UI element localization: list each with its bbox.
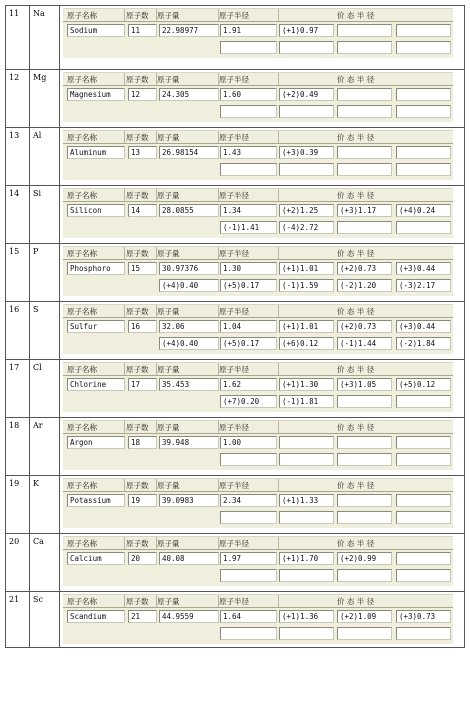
valence-radius-field[interactable] (279, 569, 334, 582)
element-row (6, 592, 465, 648)
valence-radius-field[interactable]: (-1)1.44 (337, 337, 392, 350)
row-number: 20 (6, 534, 30, 592)
valence-radius-field[interactable]: (+2)1.09 (337, 610, 392, 623)
valence-column-header: 价 态 半 径 (337, 191, 375, 200)
mass-column-header: 原子量 (157, 307, 180, 316)
atomic-number-field[interactable]: 17 (128, 378, 157, 391)
valence-radius-field[interactable]: (+5)0.17 (220, 337, 277, 350)
secondary-row (63, 39, 453, 56)
valence-radius-field[interactable]: (+1)1.70 (279, 552, 334, 565)
radius-column-header: 原子半径 (219, 249, 249, 258)
element-form (63, 362, 453, 412)
valence-radius-field[interactable] (337, 105, 392, 118)
valence-radius-field[interactable]: (-1)1.59 (279, 279, 334, 292)
element-row (6, 302, 465, 360)
name-column-header: 原子名称 (67, 75, 97, 84)
element-panel (60, 302, 465, 360)
name-column-header: 原子名称 (67, 597, 97, 606)
valence-radius-field[interactable] (396, 511, 451, 524)
secondary-row (63, 219, 453, 236)
secondary-row (63, 161, 453, 178)
element-row (6, 476, 465, 534)
element-row (6, 418, 465, 476)
valence-radius-field[interactable] (396, 88, 451, 101)
number-column-header: 原子数 (126, 191, 149, 200)
element-panel (60, 128, 465, 186)
number-column-header: 原子数 (126, 423, 149, 432)
mass-column-header: 原子量 (157, 11, 180, 20)
atomic-number-field[interactable]: 20 (128, 552, 157, 565)
valence-radius-field[interactable]: (-3)2.17 (396, 279, 451, 292)
valence-radius-field[interactable]: (+7)0.20 (220, 395, 277, 408)
panel-header (63, 537, 453, 550)
valence-radius-field[interactable]: (+3)0.44 (396, 320, 451, 333)
row-number: 14 (6, 186, 30, 244)
valence-radius-field[interactable]: (+2)0.73 (337, 262, 392, 275)
valence-radius-field[interactable] (396, 453, 451, 466)
number-column-header: 原子数 (126, 365, 149, 374)
name-column-header: 原子名称 (67, 365, 97, 374)
number-column-header: 原子数 (126, 481, 149, 490)
element-symbol: K (30, 476, 60, 534)
element-panel (60, 592, 465, 648)
atomic-radius-field[interactable]: 2.34 (220, 494, 277, 507)
element-form (63, 188, 453, 238)
mass-column-header: 原子量 (157, 539, 180, 548)
atomic-mass-field[interactable]: 35.453 (159, 378, 219, 391)
valence-radius-field[interactable] (396, 24, 451, 37)
primary-row (63, 492, 453, 509)
panel-header (63, 189, 453, 202)
name-column-header: 原子名称 (67, 249, 97, 258)
valence-radius-field[interactable] (396, 395, 451, 408)
number-column-header: 原子数 (126, 75, 149, 84)
atomic-radius-field[interactable]: 1.00 (220, 436, 277, 449)
atomic-radius-field[interactable]: 1.62 (220, 378, 277, 391)
name-column-header: 原子名称 (67, 133, 97, 142)
atomic-number-field[interactable]: 14 (128, 204, 157, 217)
panel-header (63, 247, 453, 260)
valence-radius-field[interactable] (337, 146, 392, 159)
valence-radius-field[interactable] (396, 41, 451, 54)
element-symbol: Ar (30, 418, 60, 476)
row-number: 13 (6, 128, 30, 186)
name-column-header: 原子名称 (67, 11, 97, 20)
element-panel (60, 244, 465, 302)
valence-radius-field[interactable]: (+3)1.05 (337, 378, 392, 391)
atomic-number-field[interactable]: 15 (128, 262, 157, 275)
valence-radius-field[interactable]: (+4)0.40 (159, 337, 219, 350)
valence-radius-field[interactable] (279, 436, 334, 449)
name-column-header: 原子名称 (67, 539, 97, 548)
row-number: 12 (6, 70, 30, 128)
name-column-header: 原子名称 (67, 481, 97, 490)
valence-radius-field[interactable]: (+3)0.39 (279, 146, 334, 159)
atomic-number-field[interactable]: 19 (128, 494, 157, 507)
atomic-mass-field[interactable]: 39.948 (159, 436, 219, 449)
radius-column-header: 原子半径 (219, 75, 249, 84)
element-symbol: P (30, 244, 60, 302)
radius-column-header: 原子半径 (219, 597, 249, 606)
atomic-mass-field[interactable]: 40.08 (159, 552, 219, 565)
atomic-radius-field[interactable]: 1.34 (220, 204, 277, 217)
valence-radius-field[interactable] (220, 41, 277, 54)
valence-radius-field[interactable] (337, 41, 392, 54)
element-panel (60, 186, 465, 244)
mass-column-header: 原子量 (157, 597, 180, 606)
element-form (63, 478, 453, 528)
number-column-header: 原子数 (126, 11, 149, 20)
valence-radius-field[interactable]: (+1)0.97 (279, 24, 334, 37)
atomic-mass-field[interactable]: 26.98154 (159, 146, 219, 159)
row-number: 17 (6, 360, 30, 418)
atomic-mass-field[interactable]: 24.305 (159, 88, 219, 101)
element-symbol: S (30, 302, 60, 360)
valence-radius-field[interactable] (337, 395, 392, 408)
valence-radius-field[interactable]: (+3)0.73 (396, 610, 451, 623)
valence-column-header: 价 态 半 径 (337, 133, 375, 142)
element-row (6, 128, 465, 186)
element-panel (60, 476, 465, 534)
secondary-row (63, 335, 453, 352)
valence-radius-field[interactable] (337, 511, 392, 524)
valence-radius-field[interactable] (396, 146, 451, 159)
element-form (63, 536, 453, 586)
element-row (6, 186, 465, 244)
valence-radius-field[interactable]: (+2)0.73 (337, 320, 392, 333)
name-column-header: 原子名称 (67, 423, 97, 432)
element-symbol: Na (30, 6, 60, 70)
name-column-header: 原子名称 (67, 191, 97, 200)
name-field[interactable]: Aluminum (67, 146, 125, 159)
valence-radius-field[interactable] (279, 453, 334, 466)
radius-column-header: 原子半径 (219, 307, 249, 316)
valence-radius-field[interactable] (220, 511, 277, 524)
valence-column-header: 价 态 半 径 (337, 365, 375, 374)
row-number: 16 (6, 302, 30, 360)
primary-row (63, 318, 453, 335)
panel-header (63, 421, 453, 434)
valence-radius-field[interactable] (337, 627, 392, 640)
atomic-number-field[interactable]: 21 (128, 610, 157, 623)
element-symbol: Al (30, 128, 60, 186)
element-form (63, 246, 453, 296)
row-number: 19 (6, 476, 30, 534)
atomic-radius-field[interactable]: 1.04 (220, 320, 277, 333)
valence-radius-field[interactable] (396, 627, 451, 640)
name-field[interactable]: Potassium (67, 494, 125, 507)
valence-radius-field[interactable] (279, 41, 334, 54)
name-field[interactable]: Calcium (67, 552, 125, 565)
radius-column-header: 原子半径 (219, 539, 249, 548)
number-column-header: 原子数 (126, 539, 149, 548)
element-row (6, 534, 465, 592)
element-panel (60, 360, 465, 418)
primary-row (63, 144, 453, 161)
element-symbol: Cl (30, 360, 60, 418)
element-symbol: Si (30, 186, 60, 244)
valence-radius-field[interactable] (337, 569, 392, 582)
name-field[interactable]: Sulfur (67, 320, 125, 333)
valence-column-header: 价 态 半 径 (337, 307, 375, 316)
valence-radius-field[interactable]: (+2)0.49 (279, 88, 334, 101)
valence-radius-field[interactable]: (+1)1.30 (279, 378, 334, 391)
primary-row (63, 376, 453, 393)
valence-radius-field[interactable] (220, 627, 277, 640)
element-form (63, 594, 453, 644)
valence-column-header: 价 态 半 径 (337, 423, 375, 432)
valence-radius-field[interactable] (396, 494, 451, 507)
element-symbol: Ca (30, 534, 60, 592)
mass-column-header: 原子量 (157, 365, 180, 374)
primary-row (63, 608, 453, 625)
atomic-mass-field[interactable]: 44.9559 (159, 610, 219, 623)
valence-radius-field[interactable] (396, 221, 451, 234)
number-column-header: 原子数 (126, 249, 149, 258)
valence-radius-field[interactable]: (+4)0.24 (396, 204, 451, 217)
element-row (6, 70, 465, 128)
mass-column-header: 原子量 (157, 423, 180, 432)
panel-header (63, 363, 453, 376)
atomic-number-field[interactable]: 18 (128, 436, 157, 449)
secondary-row (63, 625, 453, 642)
element-row (6, 6, 465, 70)
valence-radius-field[interactable] (220, 569, 277, 582)
valence-radius-field[interactable]: (+1)1.36 (279, 610, 334, 623)
panel-header (63, 595, 453, 608)
number-column-header: 原子数 (126, 597, 149, 606)
primary-row (63, 434, 453, 451)
mass-column-header: 原子量 (157, 249, 180, 258)
atomic-mass-field[interactable]: 28.0855 (159, 204, 219, 217)
element-form (63, 304, 453, 354)
valence-radius-field[interactable]: (+5)0.12 (396, 378, 451, 391)
radius-column-header: 原子半径 (219, 133, 249, 142)
atomic-radius-field[interactable]: 1.97 (220, 552, 277, 565)
atomic-number-field[interactable]: 13 (128, 146, 157, 159)
valence-column-header: 价 态 半 径 (337, 481, 375, 490)
valence-radius-field[interactable] (396, 436, 451, 449)
row-number: 21 (6, 592, 30, 648)
name-field[interactable]: Chlorine (67, 378, 125, 391)
atomic-mass-field[interactable]: 30.97376 (159, 262, 219, 275)
atomic-mass-field[interactable]: 32.06 (159, 320, 219, 333)
radius-column-header: 原子半径 (219, 11, 249, 20)
valence-radius-field[interactable]: (-4)2.72 (279, 221, 334, 234)
atomic-radius-field[interactable]: 1.60 (220, 88, 277, 101)
atomic-number-field[interactable]: 16 (128, 320, 157, 333)
primary-row (63, 260, 453, 277)
valence-column-header: 价 态 半 径 (337, 11, 375, 20)
primary-row (63, 22, 453, 39)
element-form (63, 72, 453, 122)
atomic-radius-field[interactable]: 1.43 (220, 146, 277, 159)
radius-column-header: 原子半径 (219, 423, 249, 432)
atomic-radius-field[interactable]: 1.64 (220, 610, 277, 623)
valence-radius-field[interactable] (396, 552, 451, 565)
element-symbol: Mg (30, 70, 60, 128)
element-panel (60, 6, 465, 70)
valence-radius-field[interactable]: (-1)1.81 (279, 395, 334, 408)
name-field[interactable]: Silicon (67, 204, 125, 217)
primary-row (63, 86, 453, 103)
element-row (6, 360, 465, 418)
valence-radius-field[interactable] (337, 24, 392, 37)
valence-radius-field[interactable] (337, 221, 392, 234)
atomic-radius-field[interactable]: 1.91 (220, 24, 277, 37)
valence-radius-field[interactable] (396, 163, 451, 176)
element-form (63, 8, 453, 58)
valence-radius-field[interactable]: (-2)1.84 (396, 337, 451, 350)
valence-radius-field[interactable] (279, 163, 334, 176)
name-field[interactable]: Scandium (67, 610, 125, 623)
valence-radius-field[interactable]: (+2)1.25 (279, 204, 334, 217)
name-field[interactable]: Magnesium (67, 88, 125, 101)
valence-radius-field[interactable] (337, 163, 392, 176)
number-column-header: 原子数 (126, 307, 149, 316)
secondary-row (63, 451, 453, 468)
atomic-mass-field[interactable]: 39.0983 (159, 494, 219, 507)
mass-column-header: 原子量 (157, 133, 180, 142)
valence-radius-field[interactable] (337, 436, 392, 449)
panel-header (63, 9, 453, 22)
radius-column-header: 原子半径 (219, 481, 249, 490)
secondary-row (63, 393, 453, 410)
panel-header (63, 305, 453, 318)
atomic-radius-field[interactable]: 1.30 (220, 262, 277, 275)
secondary-row (63, 509, 453, 526)
valence-radius-field[interactable] (337, 494, 392, 507)
valence-radius-field[interactable] (220, 163, 277, 176)
element-panel (60, 418, 465, 476)
mass-column-header: 原子量 (157, 481, 180, 490)
name-field[interactable]: Argon (67, 436, 125, 449)
valence-radius-field[interactable]: (+3)1.17 (337, 204, 392, 217)
row-number: 15 (6, 244, 30, 302)
panel-header (63, 131, 453, 144)
row-number: 11 (6, 6, 30, 70)
secondary-row (63, 567, 453, 584)
valence-radius-field[interactable]: (+1)1.33 (279, 494, 334, 507)
radius-column-header: 原子半径 (219, 191, 249, 200)
valence-radius-field[interactable]: (+1)1.01 (279, 320, 334, 333)
valence-radius-field[interactable] (396, 569, 451, 582)
element-row (6, 244, 465, 302)
primary-row (63, 202, 453, 219)
valence-column-header: 价 态 半 径 (337, 249, 375, 258)
number-column-header: 原子数 (126, 133, 149, 142)
valence-radius-field[interactable]: (+3)0.44 (396, 262, 451, 275)
element-panel (60, 70, 465, 128)
primary-row (63, 550, 453, 567)
valence-radius-field[interactable] (279, 627, 334, 640)
valence-radius-field[interactable]: (+1)1.01 (279, 262, 334, 275)
atomic-number-field[interactable]: 12 (128, 88, 157, 101)
secondary-row (63, 103, 453, 120)
element-table (5, 5, 465, 648)
name-column-header: 原子名称 (67, 307, 97, 316)
atomic-number-field[interactable]: 11 (128, 24, 157, 37)
row-number: 18 (6, 418, 30, 476)
valence-radius-field[interactable] (337, 453, 392, 466)
name-field[interactable]: Phosphoro (67, 262, 125, 275)
valence-radius-field[interactable] (396, 105, 451, 118)
valence-radius-field[interactable]: (+2)0.99 (337, 552, 392, 565)
valence-radius-field[interactable]: (+6)0.12 (279, 337, 334, 350)
valence-radius-field[interactable] (220, 105, 277, 118)
valence-radius-field[interactable]: (-2)1.20 (337, 279, 392, 292)
panel-header (63, 479, 453, 492)
mass-column-header: 原子量 (157, 75, 180, 84)
valence-radius-field[interactable] (220, 453, 277, 466)
radius-column-header: 原子半径 (219, 365, 249, 374)
panel-header (63, 73, 453, 86)
valence-radius-field[interactable]: (-1)1.41 (220, 221, 277, 234)
valence-radius-field[interactable]: (+4)0.40 (159, 279, 219, 292)
valence-radius-field[interactable] (337, 88, 392, 101)
name-field[interactable]: Sodium (67, 24, 125, 37)
valence-column-header: 价 态 半 径 (337, 75, 375, 84)
valence-column-header: 价 态 半 径 (337, 539, 375, 548)
valence-radius-field[interactable] (279, 511, 334, 524)
element-form (63, 420, 453, 470)
element-panel (60, 534, 465, 592)
secondary-row (63, 277, 453, 294)
element-form (63, 130, 453, 180)
element-symbol: Sc (30, 592, 60, 648)
valence-column-header: 价 态 半 径 (337, 597, 375, 606)
mass-column-header: 原子量 (157, 191, 180, 200)
valence-radius-field[interactable] (279, 105, 334, 118)
valence-radius-field[interactable]: (+5)0.17 (220, 279, 277, 292)
atomic-mass-field[interactable]: 22.98977 (159, 24, 219, 37)
